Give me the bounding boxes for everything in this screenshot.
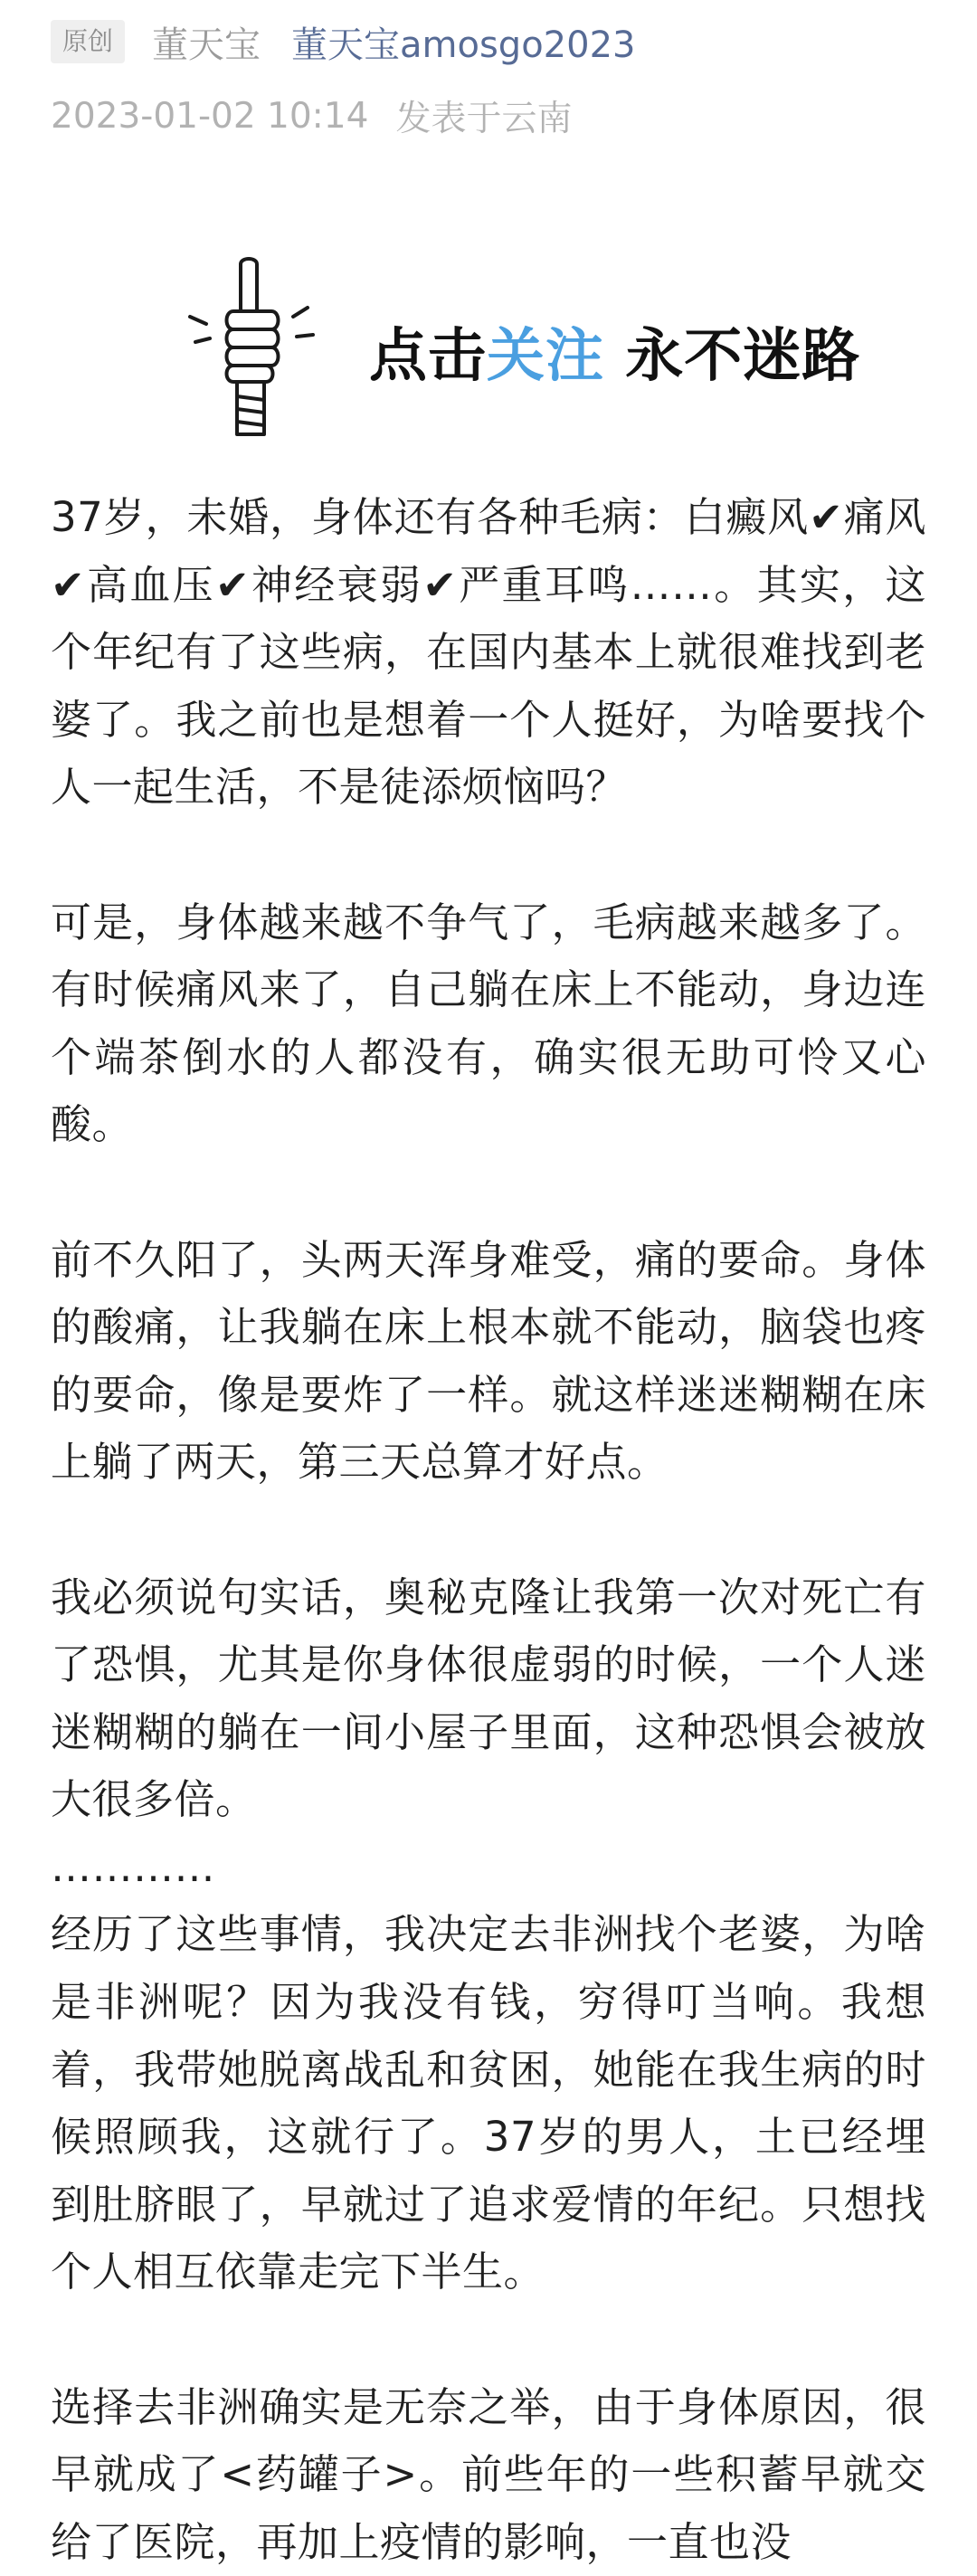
slogan-text-after: 永不迷路 [604, 323, 861, 390]
ellipsis-line: ………… [51, 1842, 215, 1891]
original-badge: 原创 [51, 20, 125, 63]
paragraph-6: 选择去非洲确实是无奈之举，由于身体原因，很早就成了<药罐子>。前些年的一些积蓄早就交给了医院，再加上疫情的影响，一直也没 [51, 2382, 926, 2566]
paragraph-4: 我必须说句实话，奥秘克隆让我第一次对死亡有了恐惧，尤其是你身体很虚弱的时候，一个人迷迷糊糊的躺在一间小屋子里面，这种恐惧会被放大很多倍。 [51, 1573, 926, 1824]
paragraph-gap [51, 1497, 926, 1564]
publish-info [51, 90, 572, 141]
thumbs-up-icon [172, 253, 335, 443]
publish-location: 发表于云南 [395, 99, 573, 139]
author-name: 董天宝 [152, 24, 261, 66]
account-link[interactable]: 董天宝amosgo2023 [291, 24, 636, 66]
slogan-text-before: 点击 [369, 323, 487, 390]
follow-banner [0, 244, 977, 443]
paragraph-2: 可是，身体越来越不争气了，毛病越来越多了。有时候痛风来了，自己躺在床上不能动，身边连个端茶倒水的人都没有，确实很无助可怜又心酸。 [51, 898, 926, 1149]
slogan-highlight: 关注 [487, 323, 604, 390]
paragraph-gap [51, 2306, 926, 2374]
paragraph-gap [51, 1159, 926, 1227]
paragraph-5: 经历了这些事情，我决定去非洲找个老婆，为啥是非洲呢？因为我没有钱，穷得叮当响。我想着，我带她脱离战乱和贫困，她能在我生病的时候照顾我，这就行了。37岁的男人，土已经埋到肚脐眼了，早就过了追求爱情的年纪。只想找个人相互依靠走完下半生。 [51, 1910, 926, 2296]
paragraph-1: 37岁，未婚，身体还有各种毛病：白癜风✔痛风✔高血压✔神经衰弱✔严重耳鸣……。其实，这个年纪有了这些病，在国内基本上就很难找到老婆了。我之前也是想着一个人挺好，为啥要找个人一起生活，不是徒添烦恼吗？ [51, 493, 926, 812]
meta-row [51, 16, 635, 67]
paragraph-3: 前不久阳了，头两天浑身难受，痛的要命。身体的酸痛，让我躺在床上根本就不能动，脑袋也疼的要命，像是要炸了一样。就这样迷迷糊糊在床上躺了两天，第三天总算才好点。 [51, 1235, 926, 1487]
follow-slogan [369, 309, 860, 393]
publish-date: 2023-01-02 10:14 [51, 95, 369, 137]
paragraph-gap [51, 822, 926, 889]
article-body [51, 484, 926, 2576]
